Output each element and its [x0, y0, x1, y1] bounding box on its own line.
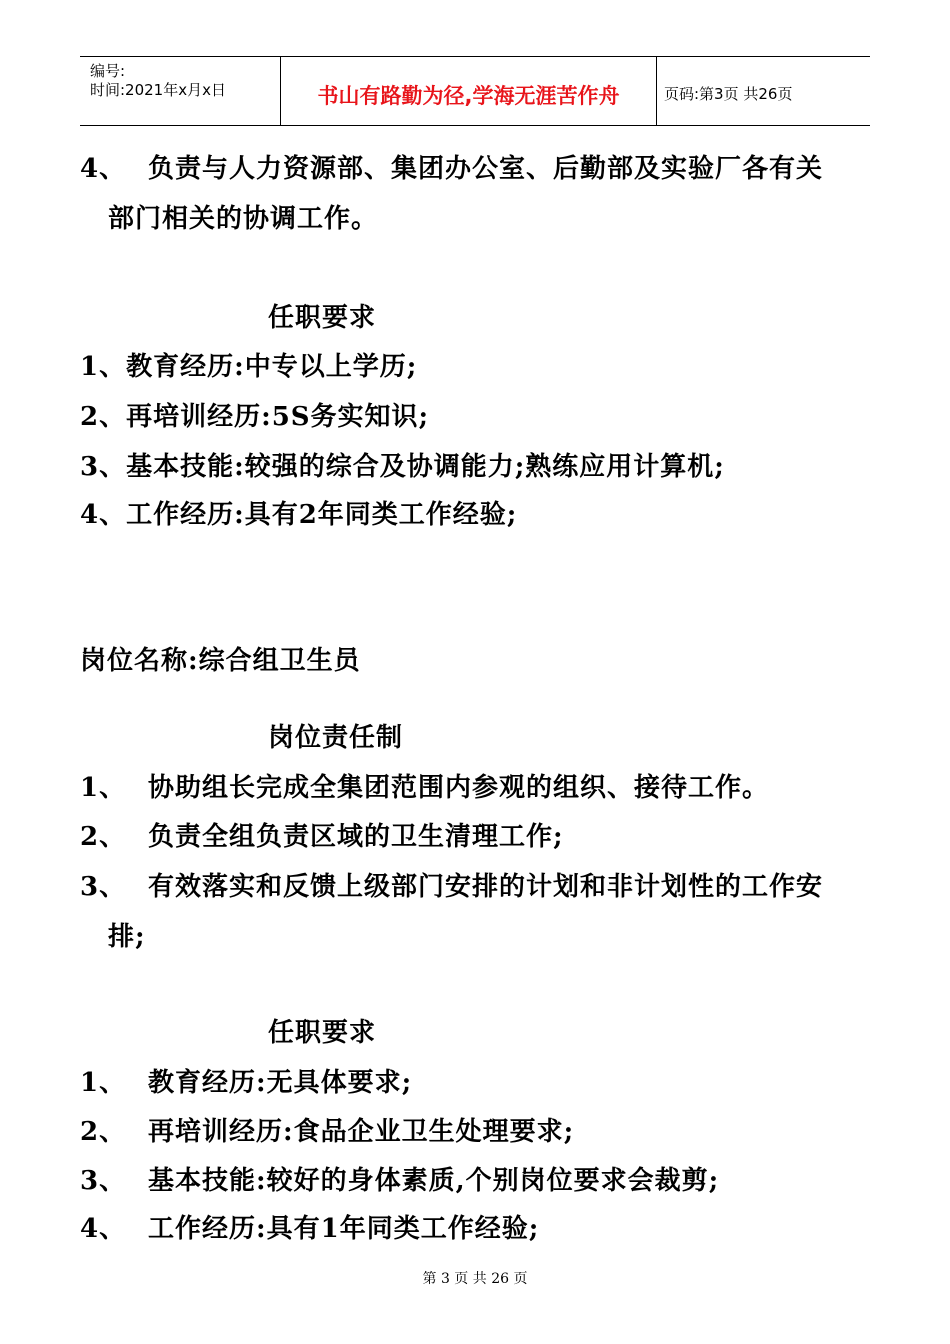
req1-item: 4、工作经历:具有2年同类工作经验;: [80, 500, 518, 530]
req2-text: 基本技能:较好的身体素质,个别岗位要求会裁剪;: [148, 1166, 720, 1196]
header-page-cell: [656, 57, 870, 125]
prev-item-line: [80, 148, 823, 185]
prev-item-cont: 部门相关的协调工作。: [108, 204, 379, 234]
req1-title: 任职要求: [268, 303, 377, 333]
req2-title: 任职要求: [268, 1018, 377, 1048]
header-page-info: 页码:第3页 共26页: [664, 85, 793, 103]
duty-text: 协助组长完成全集团范围内参观的组织、接待工作。: [148, 773, 770, 803]
req2-text: 教育经历:无具体要求;: [148, 1068, 413, 1098]
duty-item: [80, 767, 769, 804]
req1-item: 3、基本技能:较强的综合及协调能力;熟练应用计算机;: [80, 452, 725, 482]
header-motto: 书山有路勤为径,学海无涯苦作舟: [317, 84, 620, 108]
req2-item: [80, 1062, 412, 1099]
doc-time-label: 时间:2021年x月x日: [90, 81, 226, 99]
req2-num: 1、: [80, 1068, 127, 1098]
prev-item-num: 4、: [80, 154, 127, 184]
duty-text: 有效落实和反馈上级部门安排的计划和非计划性的工作安: [148, 872, 824, 902]
req2-item: [80, 1208, 539, 1245]
req2-item: [80, 1111, 574, 1148]
req1-item: 2、再培训经历:5S务实知识;: [80, 402, 430, 432]
header-motto-cell: [280, 57, 657, 125]
req2-text: 再培训经历:食品企业卫生处理要求;: [148, 1117, 575, 1147]
req2-item: [80, 1160, 719, 1197]
duty-item: [80, 816, 564, 853]
duty-num: 3、: [80, 872, 127, 902]
position-name: 岗位名称:综合组卫生员: [80, 646, 361, 676]
duty-title: 岗位责任制: [268, 723, 404, 753]
req2-num: 4、: [80, 1214, 127, 1244]
duty-num: 1、: [80, 773, 127, 803]
prev-item-text: 负责与人力资源部、集团办公室、后勤部及实验厂各有关: [148, 154, 824, 184]
duty-num: 2、: [80, 822, 127, 852]
req2-num: 2、: [80, 1117, 127, 1147]
req1-item: 1、教育经历:中专以上学历;: [80, 352, 418, 382]
duty-text: 负责全组负责区域的卫生清理工作;: [148, 822, 564, 852]
req2-num: 3、: [80, 1166, 127, 1196]
page-header: [80, 56, 870, 126]
header-meta: [80, 57, 280, 125]
duty3-cont: 排;: [108, 922, 146, 952]
req2-text: 工作经历:具有1年同类工作经验;: [148, 1214, 540, 1244]
page-footer: 第 3 页 共 26 页: [422, 1271, 528, 1287]
duty-item: [80, 866, 823, 903]
doc-code-label: 编号:: [90, 62, 126, 80]
